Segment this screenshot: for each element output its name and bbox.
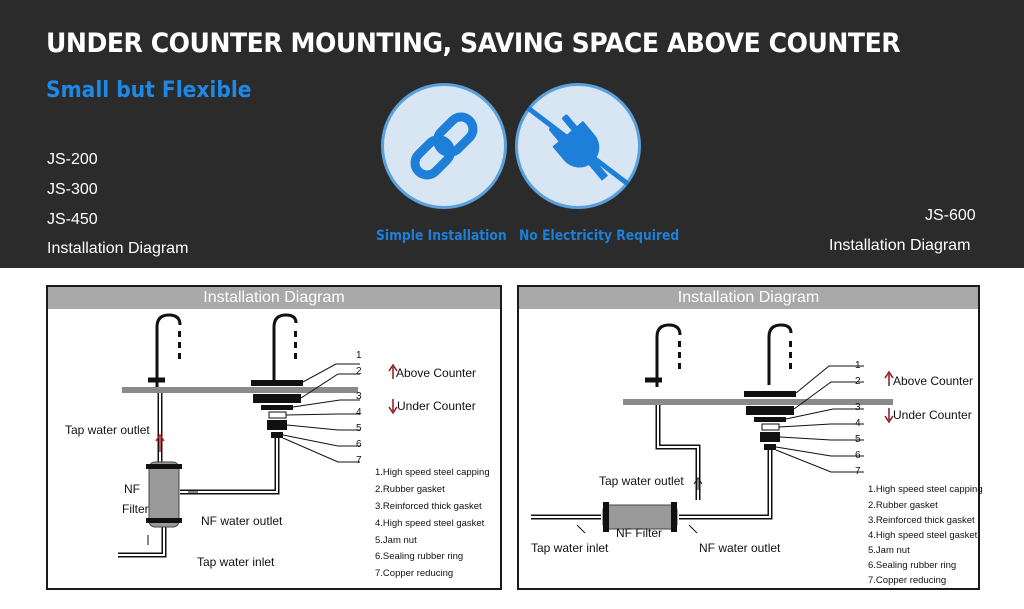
nf-label: NF [124, 482, 140, 496]
model-label: Installation Diagram [829, 237, 971, 254]
part-number: 4 [356, 407, 362, 418]
tap-water-outlet-label: Tap water outlet [599, 474, 684, 488]
legend-item: 4.High speed steel gasket [375, 518, 485, 529]
part-number: 6 [356, 439, 362, 450]
model-label: JS-200 [47, 151, 98, 168]
nf-water-outlet-label: NF water outlet [201, 514, 283, 528]
part-number: 2 [855, 376, 861, 387]
legend-item: 1.High speed steel capping [375, 467, 490, 478]
part-number: 3 [855, 402, 861, 413]
installation-diagram-left [46, 285, 502, 590]
simple-installation-badge [381, 83, 507, 209]
part-number: 7 [356, 455, 362, 466]
above-counter-label: Above Counter [396, 366, 477, 380]
under-counter-label: Under Counter [893, 408, 972, 422]
legend-item: 5.Jam nut [375, 535, 417, 546]
panel-title: Installation Diagram [48, 287, 500, 309]
model-label: Installation Diagram [47, 240, 189, 257]
model-label: JS-450 [47, 211, 98, 228]
part-number: 1 [855, 360, 861, 371]
part-number: 4 [855, 418, 861, 429]
tap-water-outlet-label: Tap water outlet [65, 423, 150, 437]
legend-item: 4.High speed steel gasket [868, 530, 978, 541]
under-counter-label: Under Counter [397, 399, 476, 413]
nf-filter-label: NF Filter [616, 526, 662, 540]
no-electricity-badge [515, 83, 641, 209]
part-number: 5 [356, 423, 362, 434]
legend-item: 1.High speed steel capping [868, 484, 983, 495]
legend-item: 2.Rubber gasket [868, 500, 938, 511]
tap-water-inlet-label: Tap water inlet [197, 555, 275, 569]
unplugged-icon [518, 86, 638, 206]
legend-item: 5.Jam nut [868, 545, 910, 556]
link-icon [384, 86, 504, 206]
part-number: 3 [356, 391, 362, 402]
legend-item: 3.Reinforced thick gasket [868, 515, 975, 526]
tap-water-inlet-label: Tap water inlet [531, 541, 609, 555]
feature-label: No Electricity Required [519, 228, 680, 244]
model-label: JS-600 [925, 207, 976, 224]
part-number: 1 [356, 350, 362, 361]
part-number: 2 [356, 366, 362, 377]
feature-label: Simple Installation [376, 228, 507, 244]
legend-item: 6.Sealing rubber ring [375, 551, 464, 562]
above-counter-label: Above Counter [893, 374, 974, 388]
headline: UNDER COUNTER MOUNTING, SAVING SPACE ABOVE COUNTER [46, 28, 901, 59]
legend-item: 7.Copper reducing [868, 575, 947, 586]
legend-item: 3.Reinforced thick gasket [375, 501, 482, 512]
part-number: 7 [855, 466, 861, 477]
plumbing-diagram [48, 287, 500, 588]
filter-label: Filter [122, 502, 149, 516]
panel-title: Installation Diagram [519, 287, 978, 309]
subheadline: Small but Flexible [46, 78, 252, 103]
legend-item: 6.Sealing rubber ring [868, 560, 957, 571]
legend-item: 7.Copper reducing [375, 568, 454, 579]
model-label: JS-300 [47, 181, 98, 198]
legend-item: 2.Rubber gasket [375, 484, 445, 495]
part-number: 5 [855, 434, 861, 445]
part-number: 6 [855, 450, 861, 461]
installation-diagram-right [517, 285, 983, 590]
nf-water-outlet-label: NF water outlet [699, 541, 781, 555]
